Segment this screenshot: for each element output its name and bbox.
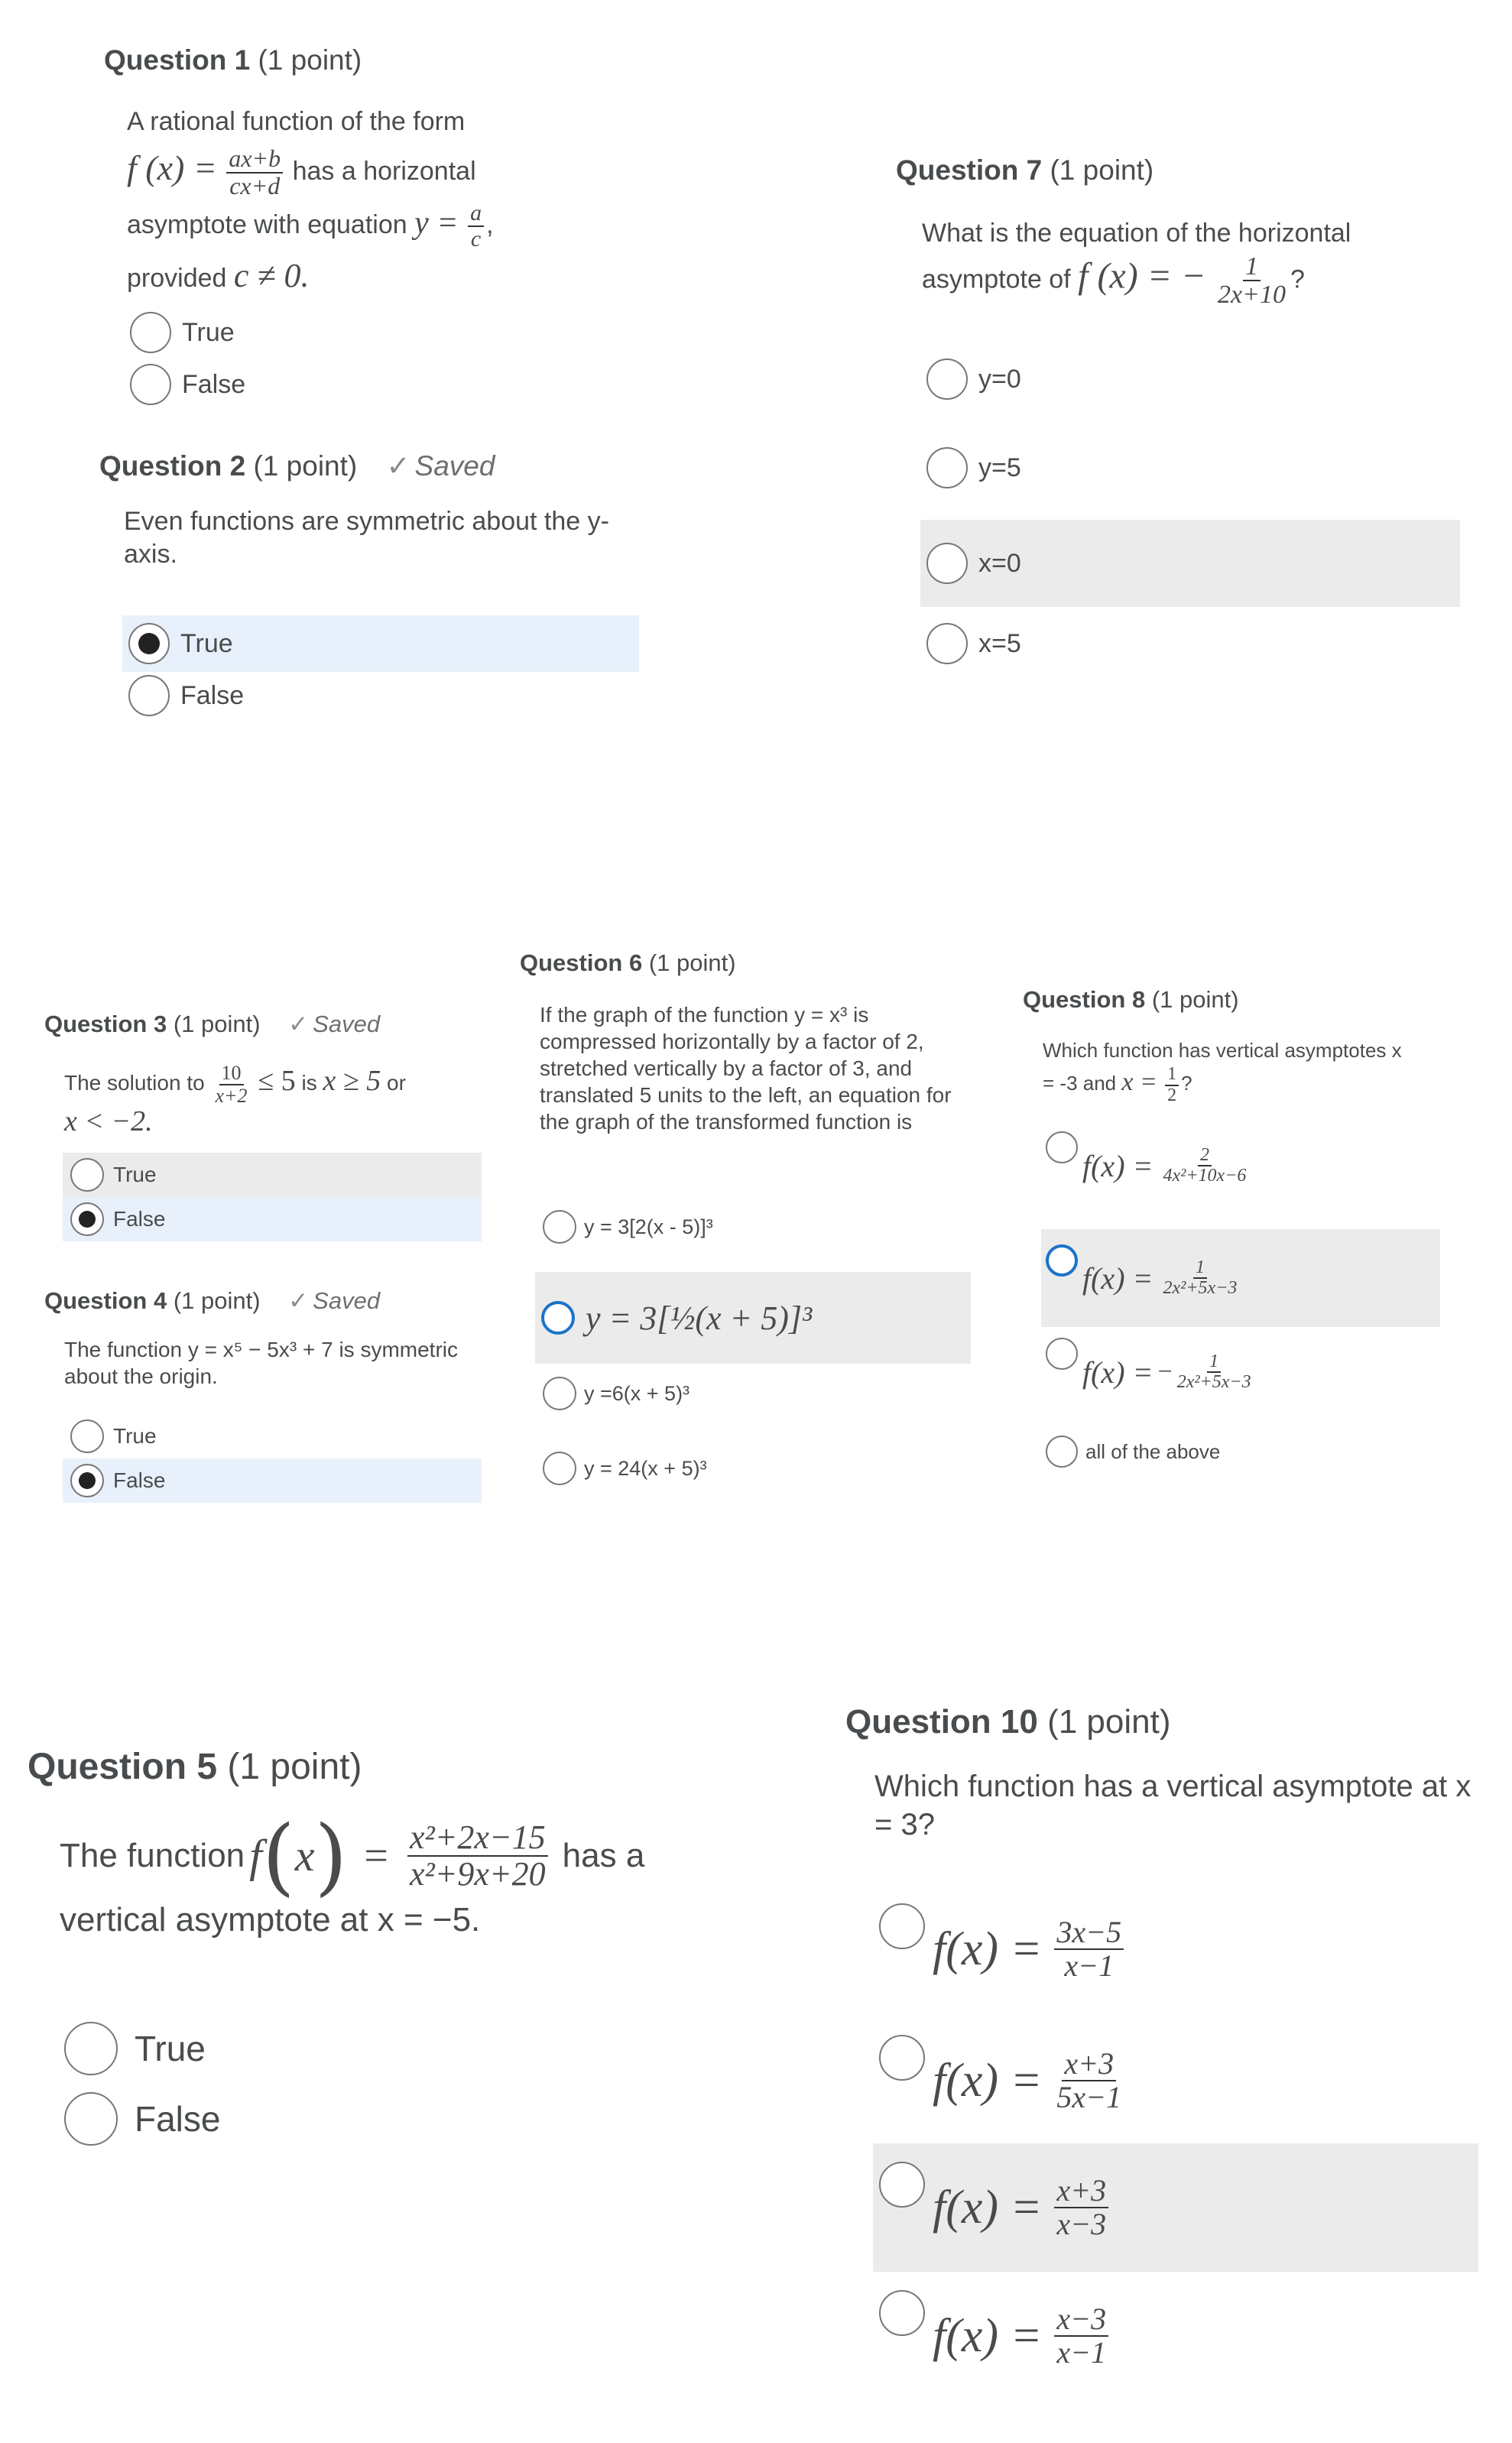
question-stem: The function y = x⁵ − 5x³ + 7 is symmetric about the origin. (64, 1338, 459, 1388)
stem-text: ? (1181, 1072, 1192, 1095)
stem-line: Which function has vertical asymptotes x (1043, 1039, 1402, 1062)
radio-button[interactable] (64, 2092, 118, 2146)
fraction-denominator: x+2 (215, 1084, 248, 1107)
math-fraction (226, 146, 283, 199)
question-points: (1 point) (258, 44, 362, 76)
math-f: f(x) = (933, 2054, 1043, 2107)
radio-selected-dot (79, 1211, 96, 1228)
fraction-numerator: 2 (1198, 1146, 1212, 1166)
fraction-numerator: ax+b (226, 146, 283, 174)
question-7 (896, 154, 1492, 309)
question-points: (1 point) (1047, 1703, 1171, 1741)
option-label: all of the above (1085, 1439, 1221, 1463)
radio-button[interactable] (128, 675, 170, 716)
option-y0[interactable] (926, 356, 1021, 402)
math-paren: ) (314, 1807, 348, 1905)
option-label: x=5 (978, 628, 1021, 658)
stem-text: has a horizontal (292, 157, 476, 186)
option-label: False (135, 2099, 221, 2139)
option-3[interactable] (873, 2143, 1478, 2272)
fraction-numerator: 1 (1207, 1352, 1221, 1373)
math-fraction (1215, 253, 1288, 309)
question-stem: Even functions are symmetric about the y-axis. (124, 507, 609, 569)
stem-text: The function (60, 1837, 245, 1875)
option-x5[interactable] (926, 621, 1021, 667)
option-label: False (113, 1468, 166, 1492)
fraction-numerator: x−3 (1054, 2303, 1108, 2337)
fraction-denominator: cx+d (229, 172, 281, 200)
math-fraction (1161, 1258, 1240, 1298)
radio-button[interactable] (926, 623, 968, 664)
stem-line: A rational function of the form (127, 107, 466, 136)
math-f: f(x) = (933, 2181, 1043, 2234)
math-f: f (x) = − (1078, 255, 1206, 297)
option-label: True (182, 317, 235, 347)
saved-status (288, 1287, 380, 1314)
saved-label: Saved (313, 1287, 381, 1314)
math-equals: = (364, 1831, 389, 1880)
radio-button[interactable] (70, 1464, 104, 1497)
math-fraction (1161, 1146, 1249, 1186)
math-f: f(x) = (933, 1922, 1043, 1975)
question-title (28, 1746, 761, 1788)
stem-text: = -3 and (1043, 1072, 1117, 1095)
fraction-denominator: 2x+10 (1217, 281, 1286, 310)
fraction-numerator: x²+2x−15 (407, 1820, 548, 1857)
option-false[interactable] (130, 362, 245, 407)
option-true[interactable] (130, 310, 235, 355)
radio-button[interactable] (879, 1903, 925, 1949)
stem-line: What is the equation of the horizontal (922, 219, 1351, 248)
radio-selected-dot (79, 1472, 96, 1489)
question-stem: If the graph of the function y = x³ is compressed horizontally by a factor of 2, stretched vertically by a factor of 3, and translated 5 units to the left, an equation for the graph of the transformed function is (540, 1003, 952, 1134)
option-2[interactable] (879, 2035, 1126, 2127)
stem-line (127, 141, 563, 200)
question-title (1023, 986, 1497, 1014)
question-title (104, 44, 563, 76)
question-number: Question 1 (104, 44, 251, 76)
fraction-numerator: x+3 (1054, 2175, 1108, 2208)
option-false[interactable] (63, 1197, 482, 1241)
option-label: True (113, 1163, 157, 1186)
question-title (99, 449, 650, 482)
stem-line (1043, 1064, 1497, 1105)
math-f: f(x) = (1082, 1355, 1153, 1390)
question-number: Question 8 (1023, 986, 1146, 1013)
option-label: y = 3[2(x - 5)]³ (584, 1215, 713, 1238)
question-number: Question 10 (845, 1703, 1038, 1741)
option-4[interactable] (1046, 1432, 1220, 1471)
option-1[interactable] (543, 1206, 713, 1247)
question-title (896, 154, 1492, 187)
math-fraction (1175, 1352, 1254, 1392)
fraction-denominator: 5x−1 (1056, 2080, 1122, 2114)
option-y5[interactable] (926, 445, 1021, 491)
checkmark-icon: ✓ (288, 1287, 309, 1314)
question-points: (1 point) (227, 1747, 362, 1787)
option-label: True (135, 2029, 206, 2068)
math-f: f(x) = (933, 2309, 1043, 2362)
option-label: y = 3[½(x + 5)]³ (586, 1299, 813, 1337)
question-points: (1 point) (1050, 154, 1154, 186)
option-1[interactable] (1046, 1131, 1251, 1200)
math-fraction (1054, 2048, 1124, 2114)
question-1 (104, 44, 563, 301)
stem-text: provided (127, 264, 227, 294)
fraction-denominator: x−1 (1064, 1948, 1115, 1983)
math-fraction (1054, 2303, 1108, 2369)
option-x0[interactable] (920, 520, 1460, 607)
math-paren: ( (261, 1807, 295, 1905)
radio-button[interactable] (1046, 1131, 1078, 1163)
math-f: f (x) = (127, 148, 217, 187)
fraction-numerator: 10 (219, 1063, 244, 1085)
stem-text: asymptote with equation (127, 209, 407, 239)
radio-button[interactable] (926, 543, 968, 584)
stem-line (127, 251, 563, 301)
math-fraction (468, 201, 484, 251)
question-number: Question 3 (44, 1011, 167, 1037)
radio-button[interactable] (541, 1301, 575, 1335)
question-number: Question 6 (520, 949, 643, 976)
stem-line: vertical asymptote at x = −5. (60, 1901, 481, 1939)
saved-status (288, 1011, 380, 1037)
stem-text: asymptote of (922, 264, 1071, 294)
fraction-denominator: x²+9x+20 (410, 1855, 546, 1893)
question-points: (1 point) (173, 1011, 261, 1037)
math-inequality: ≤ 5 (258, 1065, 296, 1097)
radio-button[interactable] (128, 623, 170, 664)
radio-button[interactable] (926, 447, 968, 488)
stem-text: , (486, 209, 494, 239)
radio-button[interactable] (1046, 1338, 1078, 1370)
fraction-numerator: 1 (1165, 1065, 1179, 1085)
question-10 (845, 1703, 1488, 1844)
option-2[interactable] (535, 1272, 971, 1364)
option-label: y =6(x + 5)³ (584, 1381, 690, 1405)
math-x: x = (1121, 1068, 1157, 1097)
radio-button[interactable] (130, 364, 171, 405)
option-label: False (182, 369, 246, 399)
option-false[interactable] (63, 1458, 482, 1503)
math-y: y = (414, 205, 459, 241)
option-true[interactable] (63, 1153, 482, 1197)
radio-button[interactable] (70, 1202, 104, 1236)
question-stem (127, 102, 563, 301)
fraction-numerator: 1 (1243, 253, 1261, 282)
question-6 (520, 949, 978, 1135)
math-fraction (1054, 2175, 1108, 2240)
checkmark-icon: ✓ (386, 450, 410, 482)
question-3 (44, 1011, 503, 1138)
radio-button[interactable] (64, 2022, 118, 2075)
radio-button[interactable] (543, 1377, 576, 1410)
math-fraction (407, 1820, 548, 1892)
stem-line (64, 1058, 503, 1106)
option-label: y=0 (978, 364, 1021, 394)
question-5 (28, 1746, 761, 1942)
radio-button[interactable] (70, 1158, 104, 1192)
fraction-denominator: 2x²+5x−3 (1163, 1278, 1238, 1298)
math-condition: c ≠ 0. (233, 257, 310, 295)
question-number: Question 5 (28, 1747, 218, 1787)
radio-button[interactable] (926, 359, 968, 400)
question-stem (922, 217, 1492, 309)
option-false[interactable] (64, 2088, 220, 2149)
fraction-numerator: 1 (1193, 1258, 1207, 1279)
question-number: Question 2 (99, 450, 246, 482)
option-label: True (113, 1424, 157, 1448)
math-f: f (249, 1831, 262, 1881)
option-false[interactable] (128, 671, 244, 720)
question-number: Question 7 (896, 154, 1043, 186)
checkmark-icon: ✓ (288, 1011, 309, 1037)
stem-text: ? (1290, 264, 1305, 294)
option-1[interactable] (879, 1903, 1126, 1995)
question-stem (64, 1058, 503, 1138)
radio-button[interactable] (543, 1210, 576, 1244)
stem-line (922, 253, 1492, 309)
question-4 (44, 1287, 503, 1390)
question-title (44, 1011, 503, 1038)
radio-button[interactable] (879, 2035, 925, 2081)
question-number: Question 4 (44, 1287, 167, 1314)
math-fraction (1165, 1065, 1179, 1105)
fraction-denominator: 2x²+5x−3 (1176, 1372, 1251, 1392)
option-4[interactable] (879, 2290, 1111, 2382)
question-2 (99, 449, 650, 570)
question-points: (1 point) (1151, 986, 1239, 1013)
math-fraction (1054, 1916, 1124, 1982)
option-label: y=5 (978, 453, 1021, 482)
fraction-denominator: c (470, 225, 482, 251)
option-label: False (180, 680, 245, 710)
math-f: f(x) = (1082, 1148, 1153, 1183)
question-stem (60, 1807, 761, 1942)
option-3[interactable] (543, 1373, 689, 1414)
math-solution: x < −2. (64, 1105, 153, 1137)
stem-text: is (301, 1071, 317, 1095)
option-true[interactable] (122, 615, 639, 672)
saved-label: Saved (414, 450, 495, 482)
math-fraction (213, 1063, 249, 1106)
math-f: f(x) = (1082, 1260, 1153, 1296)
stem-text: has a (562, 1837, 645, 1875)
fraction-numerator: 3x−5 (1054, 1916, 1124, 1950)
fraction-numerator: a (468, 201, 484, 227)
radio-button[interactable] (879, 2290, 925, 2336)
option-label: x=0 (978, 548, 1021, 578)
fraction-numerator: x+3 (1062, 2048, 1116, 2081)
radio-button[interactable] (1046, 1436, 1078, 1468)
option-label: True (180, 628, 233, 658)
question-points: (1 point) (253, 450, 358, 482)
math-minus: − (1157, 1358, 1173, 1386)
radio-button[interactable] (70, 1419, 104, 1453)
stem-line (60, 1807, 761, 1905)
radio-button[interactable] (879, 2162, 925, 2208)
option-label: False (113, 1207, 166, 1231)
question-points: (1 point) (648, 949, 736, 976)
saved-status (387, 450, 495, 482)
radio-button[interactable] (130, 312, 171, 353)
option-true[interactable] (64, 2018, 206, 2079)
stem-text: or (387, 1071, 406, 1095)
stem-text: The solution to (64, 1071, 205, 1095)
math-solution: x ≥ 5 (323, 1065, 381, 1097)
fraction-denominator: 4x²+10x−6 (1163, 1166, 1247, 1186)
math-x: x (294, 1831, 315, 1881)
option-2[interactable] (1041, 1229, 1440, 1327)
question-stem (1043, 1037, 1497, 1105)
fraction-denominator: x−3 (1056, 2207, 1107, 2241)
option-true[interactable] (70, 1414, 157, 1458)
saved-label: Saved (313, 1011, 381, 1037)
question-stem: Which function has a vertical asymptote at x = 3? (874, 1770, 1471, 1841)
question-8 (1023, 986, 1497, 1105)
stem-line (127, 200, 563, 251)
question-title (44, 1287, 503, 1315)
fraction-denominator: 2 (1167, 1085, 1177, 1105)
radio-button[interactable] (1046, 1244, 1078, 1277)
radio-button[interactable] (543, 1452, 576, 1485)
radio-selected-dot (138, 633, 160, 654)
question-title (845, 1703, 1488, 1741)
fraction-denominator: x−1 (1056, 2335, 1107, 2370)
option-4[interactable] (543, 1448, 707, 1489)
question-title (520, 949, 978, 977)
option-label: y = 24(x + 5)³ (584, 1456, 707, 1480)
question-points: (1 point) (173, 1287, 261, 1314)
option-3[interactable] (1046, 1338, 1256, 1406)
